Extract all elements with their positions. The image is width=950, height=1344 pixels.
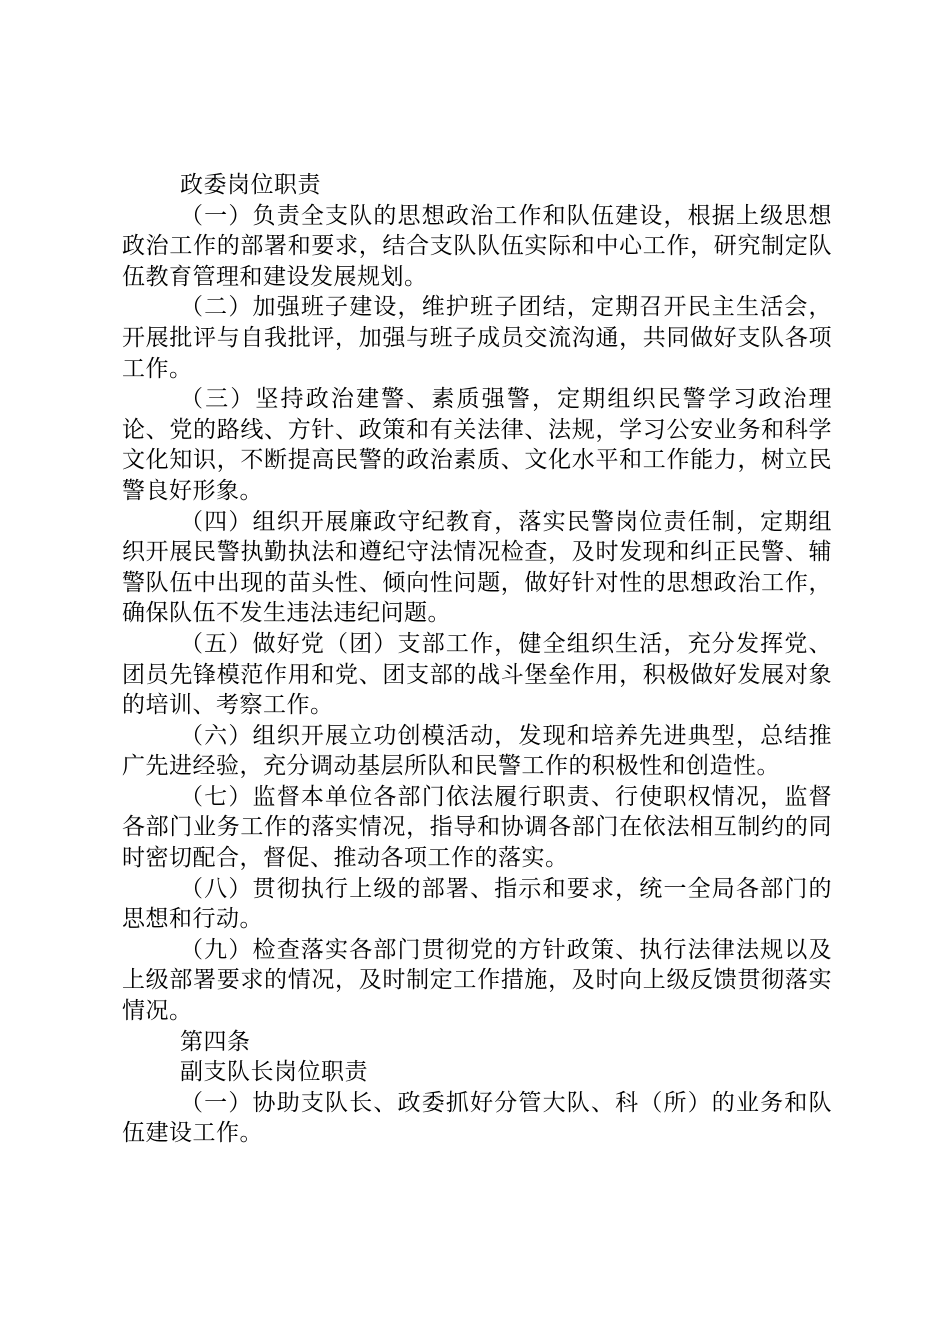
duty-paragraph-8: （八）贯彻执行上级的部署、指示和要求，统一全局各部门的思想和行动。 <box>122 875 832 933</box>
article-label: 第四条 <box>180 1028 251 1055</box>
deputy-duty-paragraph-1: （一）协助支队长、政委抓好分管大队、科（所）的业务和队伍建设工作。 <box>122 1089 832 1147</box>
duty-paragraph-1: （一）负责全支队的思想政治工作和队伍建设，根据上级思想政治工作的部署和要求，结合支队队伍实际和中心工作，研究制定队伍教育管理和建设发展规划。 <box>122 202 832 290</box>
duty-paragraph-3: （三）坚持政治建警、素质强警，定期组织民警学习政治理论、党的路线、方针、政策和有关法律、法规，学习公安业务和科学文化知识，不断提高民警的政治素质、文化水平和工作能力，树立民警良好形象。 <box>122 386 832 504</box>
duty-paragraph-7: （七）监督本单位各部门依法履行职责、行使职权情况，监督各部门业务工作的落实情况，指导和协调各部门在依法相互制约的同时密切配合，督促、推动各项工作的落实。 <box>122 783 832 872</box>
duty-paragraph-2: （二）加强班子建设，维护班子团结，定期召开民主生活会，开展批评与自我批评，加强与班子成员交流沟通，共同做好支队各项工作。 <box>122 294 832 382</box>
document-page <box>122 170 832 1149</box>
duty-paragraph-5: （五）做好党（团）支部工作，健全组织生活，充分发挥党、团员先锋模范作用和党、团支部的战斗堡垒作用，积极做好发展对象的培训、考察工作。 <box>122 630 832 719</box>
duty-paragraph-4: （四）组织开展廉政守纪教育，落实民警岗位责任制，定期组织开展民警执勤执法和遵纪守法情况检查，及时发现和纠正民警、辅警队伍中出现的苗头性、倾向性问题，做好针对性的思想政治工作，确保队伍不发生违法违纪问题。 <box>122 508 832 627</box>
duty-paragraph-6: （六）组织开展立功创模活动，发现和培养先进典型，总结推广先进经验，充分调动基层所队和民警工作的积极性和创造性。 <box>122 722 832 780</box>
duty-paragraph-9: （九）检查落实各部门贯彻党的方针政策、执行法律法规以及上级部署要求的情况，及时制定工作措施，及时向上级反馈贯彻落实情况。 <box>122 936 832 1025</box>
section-title-2: 副支队长岗位职责 <box>180 1059 368 1086</box>
section-title: 政委岗位职责 <box>180 172 321 198</box>
